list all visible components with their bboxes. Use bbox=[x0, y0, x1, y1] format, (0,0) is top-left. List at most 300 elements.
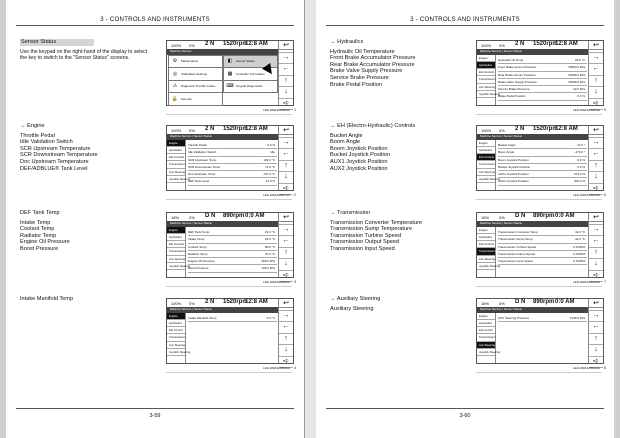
enter-icon[interactable]: ➪ bbox=[589, 99, 603, 111]
up-arrow-icon[interactable]: ↑ bbox=[589, 161, 603, 173]
figure-rule bbox=[476, 372, 602, 373]
sensor-row bbox=[498, 79, 587, 86]
status-mid: 0% bbox=[189, 214, 195, 220]
category-item[interactable]: Hydraulics bbox=[167, 320, 185, 327]
figure-rule bbox=[476, 114, 602, 115]
category-item[interactable]: Joystick Steering bbox=[167, 176, 185, 183]
display-screenshot bbox=[476, 125, 604, 191]
figure-rule bbox=[476, 199, 602, 200]
enter-icon[interactable]: ➪ bbox=[279, 357, 293, 369]
category-item[interactable]: Engine bbox=[477, 140, 495, 147]
display-screenshot bbox=[166, 298, 294, 364]
breadcrumb: Machine Service | Sensor Status bbox=[167, 307, 279, 313]
list-item: Doc Upstream Temperature bbox=[20, 158, 89, 165]
sensor-row bbox=[498, 86, 587, 93]
sensor-table bbox=[498, 142, 587, 186]
tile-icon: ◎ bbox=[172, 70, 178, 77]
down-arrow-icon[interactable]: ↓ bbox=[279, 259, 293, 271]
category-list bbox=[477, 140, 501, 191]
up-arrow-icon[interactable]: ↑ bbox=[589, 248, 603, 260]
page-right bbox=[316, 0, 614, 438]
sensor-value: 70.0 % bbox=[265, 179, 275, 184]
category-item[interactable]: Joystick Steering bbox=[167, 349, 185, 356]
sensor-label: Front Brake Accum Pressure bbox=[498, 65, 537, 70]
sensor-label: Transmission Turbine Speed bbox=[498, 244, 537, 249]
down-arrow-icon[interactable]: ↓ bbox=[279, 172, 293, 184]
right-arrow-icon[interactable]: → bbox=[279, 225, 293, 237]
keypad-column bbox=[278, 41, 293, 105]
status-temp: 18% bbox=[171, 214, 180, 220]
status-time: 0:0 AM bbox=[555, 213, 575, 220]
sensor-value: 23.0 °C bbox=[264, 230, 275, 234]
section-text bbox=[20, 296, 152, 306]
down-arrow-icon[interactable]: ↓ bbox=[589, 345, 603, 357]
status-time: 12:8 AM bbox=[245, 299, 268, 306]
left-arrow-icon[interactable]: ← bbox=[589, 64, 603, 76]
status-temp: 18% bbox=[481, 214, 490, 220]
list-item: SCR Upstream Temperature bbox=[20, 145, 91, 152]
category-item[interactable]: Engine bbox=[477, 55, 495, 62]
sensor-row bbox=[498, 93, 587, 100]
sensor-row bbox=[498, 164, 587, 171]
sensor-row bbox=[188, 265, 277, 272]
list-item: Intake Temp bbox=[20, 219, 51, 226]
display-screenshot bbox=[166, 40, 294, 106]
page-number: 3-60 bbox=[459, 413, 471, 419]
category-item[interactable]: Engine bbox=[167, 140, 185, 147]
figure-number: 5 bbox=[604, 107, 606, 112]
figure-caption: LEIL19WHL0841AA bbox=[573, 193, 600, 197]
category-item[interactable]: Transmission bbox=[477, 334, 495, 341]
sensor-label: AUX2 Joystick Position bbox=[498, 179, 529, 184]
section-title: → Engine bbox=[20, 123, 45, 129]
status-temp: 100% bbox=[481, 127, 492, 133]
back-icon[interactable]: ↩ bbox=[589, 41, 603, 53]
category-list bbox=[167, 313, 191, 364]
category-item[interactable]: EH Controls bbox=[477, 154, 495, 161]
header-rule bbox=[326, 25, 604, 26]
list-item: Brake Valve Supply Pressure bbox=[330, 68, 403, 75]
category-item[interactable]: EH Controls bbox=[477, 69, 495, 76]
sensor-row bbox=[188, 244, 277, 251]
section-list bbox=[330, 133, 462, 173]
list-item: Transmission Input Speed bbox=[330, 245, 395, 252]
status-mid: 0% bbox=[499, 300, 505, 306]
category-item[interactable]: Joystick Steering bbox=[167, 263, 185, 270]
sensor-label: Hydraulic Oil Temp bbox=[498, 58, 524, 62]
status-time: 12:8 AM bbox=[245, 41, 268, 48]
figure-rule bbox=[166, 286, 292, 287]
right-arrow-icon[interactable]: → bbox=[589, 53, 603, 65]
breadcrumb: Machine Service | Sensor Status bbox=[167, 221, 279, 227]
sensor-value: 0.0 RPM bbox=[573, 244, 585, 249]
status-gear: D N bbox=[515, 299, 526, 306]
list-item: Service Brake Pressure bbox=[330, 74, 389, 81]
up-arrow-icon[interactable]: ↑ bbox=[279, 334, 293, 346]
sensor-value: 300.0 % bbox=[573, 179, 585, 184]
list-item: DEF/ADBLUE® Tank Level bbox=[20, 165, 88, 172]
down-arrow-icon[interactable]: ↓ bbox=[279, 87, 293, 99]
category-item[interactable]: Joystick Steering bbox=[477, 176, 495, 183]
sensor-value: 26.0 °C bbox=[264, 237, 275, 242]
sensor-value: 15938.0 kPa bbox=[568, 79, 585, 84]
category-list bbox=[477, 55, 501, 106]
sensor-row bbox=[498, 57, 587, 64]
sensor-table bbox=[188, 229, 277, 273]
left-arrow-icon[interactable]: ← bbox=[589, 322, 603, 334]
sensor-value: 1238.0 kPa bbox=[569, 316, 585, 320]
category-item[interactable]: Joystick Steering bbox=[477, 349, 495, 356]
sensor-value: -273.0 ° bbox=[574, 150, 585, 155]
status-temp: 18% bbox=[481, 300, 490, 306]
enter-icon[interactable]: ➪ bbox=[589, 271, 603, 283]
left-arrow-icon[interactable]: ← bbox=[589, 236, 603, 248]
sensor-row bbox=[188, 229, 277, 236]
sensor-row bbox=[188, 315, 277, 322]
enter-icon[interactable]: ➪ bbox=[279, 99, 293, 111]
list-item: Idle Validation Switch bbox=[20, 139, 73, 146]
sensor-value: 0.0 % bbox=[577, 164, 585, 169]
category-item[interactable]: Aux Steering bbox=[477, 169, 495, 176]
tile-label: Diagnostic Trouble Codes bbox=[181, 84, 216, 89]
keypad-column bbox=[588, 299, 603, 363]
up-arrow-icon[interactable]: ↑ bbox=[279, 76, 293, 88]
display-screenshot bbox=[476, 298, 604, 364]
status-temp: 100% bbox=[481, 42, 492, 48]
sensor-label: Idle Validation Switch bbox=[188, 150, 217, 155]
back-icon[interactable]: ↩ bbox=[589, 126, 603, 138]
sensor-table bbox=[498, 57, 587, 101]
sensor-value: 129.0 °C bbox=[263, 157, 275, 162]
category-item[interactable]: Engine bbox=[167, 227, 185, 234]
figure-number: 1 bbox=[294, 107, 296, 112]
sensor-label: Transmission Sump Temp bbox=[498, 237, 533, 242]
right-arrow-icon[interactable]: → bbox=[279, 53, 293, 65]
figure-caption: LEIL19WHL0837AA bbox=[263, 193, 290, 197]
sensor-value: 137.0 °C bbox=[263, 172, 275, 177]
category-list bbox=[477, 313, 501, 364]
category-item[interactable]: Aux Steering bbox=[477, 84, 495, 91]
enter-icon[interactable]: ➪ bbox=[279, 271, 293, 283]
keypad-column bbox=[278, 299, 293, 363]
figure-caption: LEIL19WHL0839AA bbox=[263, 366, 290, 370]
down-arrow-icon[interactable]: ↓ bbox=[589, 87, 603, 99]
status-gear: 2 N bbox=[515, 41, 525, 48]
sensor-label: Transmission Output Speed bbox=[498, 251, 536, 256]
figure-caption: LEIL19WHL0836AA bbox=[263, 108, 290, 112]
category-item[interactable]: Hydraulics bbox=[477, 234, 495, 241]
left-arrow-icon[interactable]: ← bbox=[279, 236, 293, 248]
list-item: Hydraulic Oil Temperature bbox=[330, 48, 395, 55]
up-arrow-icon[interactable]: ↑ bbox=[279, 161, 293, 173]
category-item[interactable]: EH Controls bbox=[477, 241, 495, 248]
sensor-row bbox=[188, 258, 277, 265]
tile-icon: ⚙ bbox=[172, 58, 178, 65]
category-item[interactable]: EH Controls bbox=[167, 241, 185, 248]
sensor-label: Brake Pedal Position bbox=[498, 94, 526, 99]
category-item[interactable]: Joystick Steering bbox=[477, 91, 495, 98]
sensor-label: SCR Upstream Temp bbox=[188, 157, 217, 162]
sensor-label: Coolant Temp bbox=[188, 244, 207, 249]
menu-tile[interactable] bbox=[168, 67, 223, 81]
page-left bbox=[6, 0, 304, 438]
sensor-label: AUX Steering Pressure bbox=[498, 316, 530, 320]
left-arrow-icon[interactable]: ← bbox=[279, 322, 293, 334]
up-arrow-icon[interactable]: ↑ bbox=[279, 248, 293, 260]
breadcrumb: Machine Service bbox=[167, 49, 279, 55]
section-title: → Auxiliary Steering bbox=[330, 296, 381, 302]
sensor-row bbox=[188, 164, 277, 171]
list-item: Front Brake Accumulator Pressure bbox=[330, 55, 416, 62]
sensor-row bbox=[188, 251, 277, 258]
breadcrumb: Machine Service | Sensor Status bbox=[477, 307, 589, 313]
category-list bbox=[167, 140, 191, 191]
status-temp: 100% bbox=[171, 300, 182, 306]
enter-icon[interactable]: ➪ bbox=[589, 184, 603, 196]
figure-number: 6 bbox=[604, 192, 606, 197]
category-item[interactable]: Aux Steering bbox=[477, 256, 495, 263]
status-gear: D N bbox=[205, 213, 216, 220]
menu-tile[interactable] bbox=[223, 80, 278, 94]
tile-icon: ◧ bbox=[227, 58, 233, 65]
display-screenshot bbox=[166, 125, 294, 191]
sensor-label: Boom Angle bbox=[498, 150, 515, 155]
sensor-label: Rear Brake Accum Pressure bbox=[498, 72, 536, 77]
section-title: DEF Tank Temp bbox=[20, 210, 60, 216]
status-rpm: 1520rpm bbox=[223, 126, 248, 133]
sensor-row bbox=[498, 315, 587, 322]
sensor-value: 0.0 % bbox=[577, 94, 585, 99]
category-item[interactable]: Transmission bbox=[167, 161, 185, 168]
sensor-row bbox=[188, 236, 277, 243]
sensor-row bbox=[498, 72, 587, 79]
category-item[interactable]: Hydraulics bbox=[167, 234, 185, 241]
menu-grid bbox=[168, 55, 278, 105]
category-item[interactable]: Transmission bbox=[167, 248, 185, 255]
sensor-row bbox=[498, 236, 587, 243]
sensor-label: SCR Downstream Temp bbox=[188, 164, 221, 169]
sensor-label: Intake Manifold Temp bbox=[188, 316, 217, 320]
sensor-value: 0.0 RPM bbox=[573, 251, 585, 256]
section-text bbox=[330, 123, 462, 172]
footer-rule bbox=[326, 408, 604, 409]
category-item[interactable]: Aux Steering bbox=[477, 342, 495, 349]
keypad-column bbox=[588, 41, 603, 105]
status-rpm: 890rpm bbox=[533, 213, 555, 220]
sensor-row bbox=[188, 142, 277, 149]
status-time: 12:8 AM bbox=[245, 126, 268, 133]
category-item[interactable]: Transmission bbox=[477, 161, 495, 168]
category-item[interactable]: Engine bbox=[477, 313, 495, 320]
list-item: Auxiliary Steering bbox=[330, 305, 374, 312]
status-gear: 2 N bbox=[515, 126, 525, 133]
category-item[interactable]: Aux Steering bbox=[167, 256, 185, 263]
category-item[interactable]: Aux Steering bbox=[167, 169, 185, 176]
down-arrow-icon[interactable]: ↓ bbox=[589, 259, 603, 271]
back-icon[interactable]: ↩ bbox=[279, 41, 293, 53]
status-mid: 0% bbox=[499, 214, 505, 220]
category-item[interactable]: Hydraulics bbox=[477, 62, 495, 69]
sensor-row bbox=[498, 258, 587, 265]
list-item: Bucket Angle bbox=[330, 132, 363, 139]
category-item[interactable]: Hydraulics bbox=[477, 320, 495, 327]
section-text bbox=[330, 296, 462, 312]
page-header: 3 - CONTROLS AND INSTRUMENTS bbox=[100, 16, 210, 23]
sensor-row bbox=[188, 157, 277, 164]
sensor-value: 380.0 kPa bbox=[261, 259, 275, 264]
sensor-row bbox=[498, 171, 587, 178]
figure-number: 3 bbox=[294, 279, 296, 284]
status-rpm: 890rpm bbox=[533, 299, 555, 306]
menu-tile[interactable] bbox=[168, 80, 223, 94]
category-item[interactable]: Engine bbox=[477, 227, 495, 234]
up-arrow-icon[interactable]: ↑ bbox=[589, 76, 603, 88]
section-list bbox=[20, 133, 152, 173]
tile-label: Sensor Status bbox=[236, 59, 255, 64]
figure-caption: LEIL19WHL0838AA bbox=[263, 280, 290, 284]
left-arrow-icon[interactable]: ← bbox=[279, 149, 293, 161]
back-icon[interactable]: ↩ bbox=[279, 213, 293, 225]
list-item: AUX2 Joystick Position bbox=[330, 165, 388, 172]
figure-rule bbox=[166, 199, 292, 200]
category-item[interactable]: Aux Steering bbox=[167, 342, 185, 349]
section-title: → Transmission bbox=[330, 210, 371, 216]
figure-rule bbox=[166, 114, 292, 115]
enter-icon[interactable]: ➪ bbox=[279, 184, 293, 196]
category-item[interactable]: Engine bbox=[167, 313, 185, 320]
sensor-label: Boom Joystick Position bbox=[498, 157, 529, 162]
sensor-label: Brake Valve Supply Pressure bbox=[498, 79, 537, 84]
list-item: Rear Brake Accumulator Pressure bbox=[330, 61, 415, 68]
status-mid: 0% bbox=[499, 127, 505, 133]
tile-icon: ⌨ bbox=[226, 83, 234, 90]
section-text bbox=[20, 39, 152, 61]
left-arrow-icon[interactable]: ← bbox=[589, 149, 603, 161]
right-arrow-icon[interactable]: → bbox=[589, 138, 603, 150]
sensor-value: 42.0 °C bbox=[574, 237, 585, 242]
sensor-row bbox=[498, 178, 587, 185]
sensor-value: 29.0 °C bbox=[574, 58, 585, 62]
right-arrow-icon[interactable]: → bbox=[589, 225, 603, 237]
tile-label: Keypad Diagnostics bbox=[236, 84, 263, 89]
list-item: Boom Angle bbox=[330, 139, 361, 146]
status-rpm: 1520rpm bbox=[223, 299, 248, 306]
sensor-value: 0.0 % bbox=[267, 143, 275, 147]
sensor-label: Intake Temp bbox=[188, 237, 205, 242]
sensor-table bbox=[498, 315, 587, 322]
category-item[interactable]: Joystick Steering bbox=[477, 263, 495, 270]
sensor-label: DEF Tank Temp bbox=[188, 230, 210, 234]
status-rpm: 1520rpm bbox=[223, 41, 248, 48]
category-item[interactable]: Hydraulics bbox=[477, 147, 495, 154]
breadcrumb: Machine Service | Sensor Status bbox=[477, 134, 589, 140]
sensor-value: 273.0 % bbox=[573, 172, 585, 177]
right-arrow-icon[interactable]: → bbox=[279, 138, 293, 150]
menu-tile[interactable] bbox=[168, 92, 223, 106]
status-mid: 0% bbox=[189, 42, 195, 48]
menu-tile[interactable] bbox=[168, 55, 223, 69]
figure-caption: LEIL19WHL0843AA bbox=[573, 366, 600, 370]
back-icon[interactable]: ↩ bbox=[589, 213, 603, 225]
category-item[interactable]: EH Controls bbox=[167, 154, 185, 161]
list-item: Engine Oil Pressure bbox=[20, 239, 70, 246]
list-item: Coolant Temp bbox=[20, 226, 55, 233]
breadcrumb: Machine Service | Sensor Status bbox=[167, 134, 279, 140]
category-item[interactable]: Transmission bbox=[477, 76, 495, 83]
sensor-label: Throttle Pedal bbox=[188, 143, 207, 147]
sensor-value: 0.0 °C bbox=[266, 316, 275, 320]
sensor-table bbox=[498, 229, 587, 265]
sensor-label: AUX1 Joystick Position bbox=[498, 172, 529, 177]
list-item: Transmission Output Speed bbox=[330, 239, 400, 246]
status-temp: 100% bbox=[171, 42, 182, 48]
sensor-label: Service Brake Pressure bbox=[498, 87, 530, 92]
header-rule bbox=[16, 25, 294, 26]
list-item: Throttle Pedal bbox=[20, 132, 55, 139]
list-item: Boom Joystick Position bbox=[330, 145, 388, 152]
right-arrow-icon[interactable]: → bbox=[279, 311, 293, 323]
back-icon[interactable]: ↩ bbox=[589, 299, 603, 311]
category-list bbox=[167, 227, 191, 278]
sensor-value: 15593.0 kPa bbox=[568, 65, 585, 70]
list-item: Bucket Joystick Position bbox=[330, 152, 391, 159]
back-icon[interactable]: ↩ bbox=[279, 126, 293, 138]
tile-label: Calibration Settings bbox=[181, 71, 208, 76]
footer-rule bbox=[16, 408, 294, 409]
sensor-value: 37.0 °C bbox=[264, 251, 275, 256]
category-item[interactable]: EH Control bbox=[477, 327, 495, 334]
sensor-row bbox=[498, 251, 587, 258]
sensor-row bbox=[498, 64, 587, 71]
tile-label: Security bbox=[181, 96, 192, 101]
sensor-label: Boost Pressure bbox=[188, 266, 209, 271]
sensor-label: Bucket Angle bbox=[498, 143, 516, 147]
category-item[interactable]: Transmission bbox=[167, 334, 185, 341]
status-gear: D N bbox=[515, 213, 526, 220]
keypad-column bbox=[588, 213, 603, 277]
category-item[interactable]: Transmission bbox=[477, 248, 495, 255]
enter-icon[interactable]: ➪ bbox=[589, 357, 603, 369]
section-text bbox=[330, 39, 462, 88]
tile-icon: 🔒 bbox=[171, 95, 179, 102]
sensor-row bbox=[498, 244, 587, 251]
breadcrumb: Machine Service | Sensor Status bbox=[477, 49, 589, 55]
sensor-row bbox=[498, 229, 587, 236]
left-arrow-icon[interactable]: ← bbox=[279, 64, 293, 76]
category-item[interactable]: Hydraulics bbox=[167, 147, 185, 154]
figure-rule bbox=[476, 286, 602, 287]
status-rpm: 1520rpm bbox=[533, 126, 558, 133]
category-item[interactable]: EH Control bbox=[167, 327, 185, 334]
sensor-row bbox=[188, 171, 277, 178]
keypad-column bbox=[278, 213, 293, 277]
sensor-table bbox=[188, 315, 277, 322]
right-arrow-icon[interactable]: → bbox=[589, 311, 603, 323]
up-arrow-icon[interactable]: ↑ bbox=[589, 334, 603, 346]
sensor-table bbox=[188, 142, 277, 186]
tile-label: Controller Information bbox=[236, 71, 265, 76]
figure-number: 2 bbox=[294, 192, 296, 197]
figure-caption: LEIL19WHL0840AA bbox=[573, 108, 600, 112]
section-list bbox=[330, 306, 462, 313]
down-arrow-icon[interactable]: ↓ bbox=[589, 172, 603, 184]
back-icon[interactable]: ↩ bbox=[279, 299, 293, 311]
list-item: Brake Pedal Position bbox=[330, 81, 382, 88]
section-title: Intake Manifold Temp bbox=[20, 296, 74, 302]
sensor-label: Doc Upstream Temp bbox=[188, 172, 216, 177]
sensor-value: 80.0 °C bbox=[264, 244, 275, 249]
down-arrow-icon[interactable]: ↓ bbox=[279, 345, 293, 357]
